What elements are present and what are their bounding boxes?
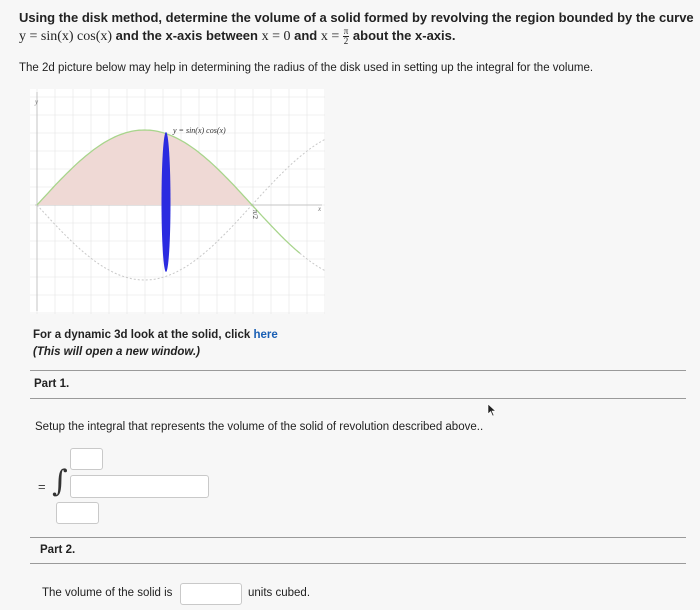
lower-limit-input[interactable] (56, 502, 99, 524)
pi-half-tick-label: π/2 (251, 210, 259, 219)
divider (30, 537, 686, 538)
region-graph (30, 89, 325, 314)
dynamic-3d-intro: For a dynamic 3d look at the solid, click (33, 329, 254, 341)
fraction-numerator: π (343, 26, 349, 36)
divider (30, 563, 686, 564)
integral-symbol: ∫ (52, 464, 68, 499)
units-label: units cubed. (248, 587, 311, 599)
hint-text: The 2d picture below may help in determining the radius of the disk used in setting up the integral for the volume. (19, 62, 594, 74)
divider (30, 398, 686, 399)
question-and: and (290, 27, 321, 43)
new-window-note: (This will open a new window.) (33, 346, 200, 358)
upper-bound-prefix: x = (320, 28, 343, 44)
divider (30, 370, 686, 371)
y-axis-label: y (35, 98, 39, 106)
mouse-cursor-icon (487, 403, 497, 417)
x-axis-label: x (318, 205, 322, 213)
volume-answer-input[interactable] (180, 583, 242, 605)
question-text-line1 (19, 10, 694, 25)
disk-cross-section (162, 132, 171, 272)
dynamic-3d-text (33, 329, 278, 341)
curve-equation: y = sin(x) cos(x) (19, 28, 113, 44)
lower-bound: x = 0 (261, 28, 291, 44)
part1-title: Part 1. (34, 378, 70, 390)
integrand-input[interactable] (70, 475, 209, 498)
fraction-denominator: 2 (343, 36, 349, 46)
part1-prompt: Setup the integral that represents the volume of the solid of revolution described above.. (35, 421, 484, 433)
question-text-line2 (19, 27, 456, 46)
curve-label: y = sin(x) cos(x) (173, 126, 226, 135)
question-axis: about the x-axis. (349, 27, 456, 43)
equals-sign: = (38, 479, 46, 494)
question-between: and the x-axis between (112, 27, 262, 43)
dynamic-3d-link[interactable]: here (253, 329, 278, 341)
part2-title: Part 2. (40, 544, 76, 556)
volume-label: The volume of the solid is (42, 587, 173, 599)
question-intro: Using the disk method, determine the volume of a solid formed by revolving the region bounded by the curve (19, 10, 694, 25)
upper-limit-input[interactable] (70, 448, 103, 470)
